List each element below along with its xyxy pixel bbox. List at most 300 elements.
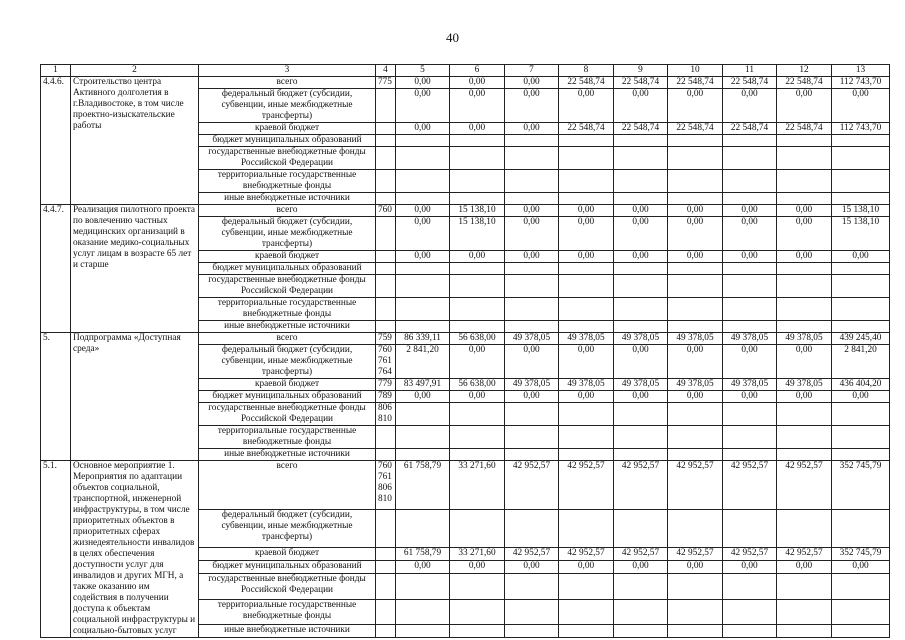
column-header: 8: [559, 65, 614, 77]
amount-cell: [505, 574, 559, 599]
total-cell: 112 743,70: [832, 123, 890, 135]
amount-cell: [723, 263, 777, 275]
funding-source: всего: [199, 333, 376, 345]
amount-cell: 0,00: [668, 251, 723, 263]
amount-cell: [668, 298, 723, 321]
amount-cell: [505, 170, 559, 193]
amount-cell: 0,00: [505, 89, 559, 123]
amount-cell: 0,00: [777, 251, 832, 263]
amount-cell: [450, 147, 505, 170]
amount-cell: 0,00: [614, 251, 668, 263]
budget-table: [40, 64, 890, 638]
amount-cell: 22 548,74: [668, 77, 723, 89]
total-cell: [832, 147, 890, 170]
total-cell: [832, 170, 890, 193]
amount-cell: [777, 147, 832, 170]
amount-cell: [614, 147, 668, 170]
funding-source: территориальные государственные внебюджетные фонды: [199, 170, 376, 193]
amount-cell: 0,00: [505, 391, 559, 403]
amount-cell: [559, 624, 614, 637]
amount-cell: 0,00: [450, 345, 505, 379]
amount-cell: [723, 170, 777, 193]
amount-cell: [450, 263, 505, 275]
budget-code: [376, 193, 396, 205]
amount-cell: 0,00: [777, 89, 832, 123]
funding-source: всего: [199, 77, 376, 89]
budget-code: 759: [376, 333, 396, 345]
funding-source: государственные внебюджетные фонды Российской Федерации: [199, 574, 376, 599]
amount-cell: 86 339,11: [396, 333, 450, 345]
amount-cell: [668, 147, 723, 170]
amount-cell: 0,00: [559, 391, 614, 403]
amount-cell: [614, 449, 668, 461]
amount-cell: [614, 403, 668, 426]
amount-cell: 42 952,57: [614, 547, 668, 560]
amount-cell: [723, 298, 777, 321]
amount-cell: 56 638,00: [450, 333, 505, 345]
amount-cell: 49 378,05: [614, 379, 668, 391]
total-cell: [832, 263, 890, 275]
column-header: 6: [450, 65, 505, 77]
amount-cell: 0,00: [777, 561, 832, 574]
amount-cell: [668, 193, 723, 205]
amount-cell: 0,00: [396, 391, 450, 403]
amount-cell: 0,00: [614, 345, 668, 379]
column-header: 7: [505, 65, 559, 77]
column-header: 1: [41, 65, 71, 77]
budget-code: [376, 89, 396, 123]
funding-source: иные внебюджетные источники: [199, 624, 376, 637]
amount-cell: [559, 403, 614, 426]
item-number: 5.1.: [41, 461, 71, 638]
amount-cell: 0,00: [777, 217, 832, 251]
amount-cell: [614, 170, 668, 193]
table-body: [41, 77, 890, 638]
amount-cell: [396, 193, 450, 205]
amount-cell: [505, 403, 559, 426]
budget-code: [376, 170, 396, 193]
amount-cell: 49 378,05: [723, 333, 777, 345]
amount-cell: [777, 449, 832, 461]
amount-cell: 15 138,10: [450, 205, 505, 217]
amount-cell: 22 548,74: [668, 123, 723, 135]
amount-cell: 0,00: [505, 123, 559, 135]
amount-cell: [614, 321, 668, 333]
total-cell: [832, 298, 890, 321]
amount-cell: [396, 135, 450, 147]
funding-source: краевой бюджет: [199, 251, 376, 263]
amount-cell: [723, 275, 777, 298]
funding-source: краевой бюджет: [199, 123, 376, 135]
column-header: 10: [668, 65, 723, 77]
amount-cell: [614, 599, 668, 624]
amount-cell: [777, 574, 832, 599]
amount-cell: 42 952,57: [559, 461, 614, 510]
amount-cell: [396, 263, 450, 275]
budget-code: [376, 217, 396, 251]
funding-source: иные внебюджетные источники: [199, 321, 376, 333]
amount-cell: [614, 624, 668, 637]
amount-cell: [450, 624, 505, 637]
amount-cell: 42 952,57: [723, 547, 777, 560]
amount-cell: [723, 449, 777, 461]
amount-cell: 22 548,74: [559, 123, 614, 135]
amount-cell: [396, 449, 450, 461]
amount-cell: 0,00: [668, 345, 723, 379]
budget-code: [376, 510, 396, 547]
amount-cell: [396, 298, 450, 321]
item-name: Строительство центра Активного долголетия в г.Владивостоке, в том числе проектно-изыскательские работы: [71, 77, 199, 205]
amount-cell: [396, 426, 450, 449]
amount-cell: [668, 624, 723, 637]
amount-cell: 0,00: [396, 217, 450, 251]
amount-cell: 0,00: [450, 89, 505, 123]
budget-code: [376, 123, 396, 135]
amount-cell: [723, 510, 777, 547]
amount-cell: 0,00: [396, 77, 450, 89]
total-cell: 0,00: [832, 251, 890, 263]
budget-code: [376, 251, 396, 263]
amount-cell: [450, 599, 505, 624]
amount-cell: [777, 624, 832, 637]
amount-cell: 0,00: [559, 205, 614, 217]
amount-cell: 0,00: [777, 391, 832, 403]
amount-cell: [396, 574, 450, 599]
amount-cell: 42 952,57: [723, 461, 777, 510]
total-cell: [832, 403, 890, 426]
amount-cell: [777, 321, 832, 333]
amount-cell: 0,00: [396, 123, 450, 135]
amount-cell: 0,00: [723, 205, 777, 217]
amount-cell: [668, 599, 723, 624]
amount-cell: 0,00: [614, 561, 668, 574]
amount-cell: [777, 599, 832, 624]
amount-cell: [559, 298, 614, 321]
amount-cell: 0,00: [450, 561, 505, 574]
funding-source: государственные внебюджетные фонды Российской Федерации: [199, 147, 376, 170]
amount-cell: [614, 135, 668, 147]
amount-cell: 0,00: [559, 217, 614, 251]
amount-cell: [723, 135, 777, 147]
amount-cell: [723, 321, 777, 333]
amount-cell: [777, 426, 832, 449]
amount-cell: 42 952,57: [668, 547, 723, 560]
amount-cell: 42 952,57: [777, 547, 832, 560]
amount-cell: 0,00: [668, 205, 723, 217]
amount-cell: 49 378,05: [777, 333, 832, 345]
amount-cell: 22 548,74: [777, 123, 832, 135]
amount-cell: 49 378,05: [723, 379, 777, 391]
amount-cell: 0,00: [396, 561, 450, 574]
item-name: Подпрограмма «Доступная среда»: [71, 333, 199, 461]
column-header: 2: [71, 65, 199, 77]
amount-cell: [723, 599, 777, 624]
amount-cell: [396, 403, 450, 426]
amount-cell: 0,00: [668, 217, 723, 251]
amount-cell: 49 378,05: [614, 333, 668, 345]
column-header: 9: [614, 65, 668, 77]
funding-source: бюджет муниципальных образований: [199, 135, 376, 147]
amount-cell: [450, 275, 505, 298]
amount-cell: 0,00: [505, 217, 559, 251]
total-cell: [832, 426, 890, 449]
total-cell: [832, 193, 890, 205]
amount-cell: 22 548,74: [723, 77, 777, 89]
column-header: 5: [396, 65, 450, 77]
amount-cell: 0,00: [777, 205, 832, 217]
amount-cell: 0,00: [614, 205, 668, 217]
amount-cell: [505, 321, 559, 333]
amount-cell: [505, 275, 559, 298]
amount-cell: [559, 599, 614, 624]
budget-code: 789: [376, 391, 396, 403]
amount-cell: 22 548,74: [614, 123, 668, 135]
budget-code: [376, 426, 396, 449]
amount-cell: 15 138,10: [450, 217, 505, 251]
funding-source: бюджет муниципальных образований: [199, 263, 376, 275]
funding-source: государственные внебюджетные фонды Российской Федерации: [199, 275, 376, 298]
amount-cell: [505, 599, 559, 624]
amount-cell: [505, 263, 559, 275]
amount-cell: 0,00: [614, 217, 668, 251]
funding-source: всего: [199, 461, 376, 510]
total-cell: [832, 574, 890, 599]
total-cell: [832, 599, 890, 624]
header-row: [41, 65, 890, 77]
total-cell: [832, 135, 890, 147]
amount-cell: [723, 574, 777, 599]
amount-cell: 49 378,05: [777, 379, 832, 391]
amount-cell: 49 378,05: [668, 333, 723, 345]
amount-cell: 0,00: [396, 89, 450, 123]
amount-cell: [668, 321, 723, 333]
amount-cell: 49 378,05: [559, 333, 614, 345]
total-cell: 112 743,70: [832, 77, 890, 89]
table-row: [41, 461, 890, 510]
amount-cell: 61 758,79: [396, 547, 450, 560]
amount-cell: [396, 321, 450, 333]
amount-cell: [614, 510, 668, 547]
column-header: 12: [777, 65, 832, 77]
amount-cell: [396, 275, 450, 298]
amount-cell: 42 952,57: [668, 461, 723, 510]
amount-cell: [777, 170, 832, 193]
amount-cell: [614, 298, 668, 321]
amount-cell: 0,00: [505, 205, 559, 217]
amount-cell: [559, 449, 614, 461]
funding-source: государственные внебюджетные фонды Российской Федерации: [199, 403, 376, 426]
amount-cell: 0,00: [450, 77, 505, 89]
budget-code: [376, 298, 396, 321]
funding-source: территориальные государственные внебюджетные фонды: [199, 599, 376, 624]
funding-source: иные внебюджетные источники: [199, 193, 376, 205]
table-row: [41, 205, 890, 217]
amount-cell: 0,00: [723, 89, 777, 123]
total-cell: 352 745,79: [832, 461, 890, 510]
total-cell: [832, 624, 890, 637]
total-cell: [832, 510, 890, 547]
amount-cell: [777, 135, 832, 147]
amount-cell: [450, 574, 505, 599]
amount-cell: [450, 193, 505, 205]
amount-cell: 0,00: [396, 251, 450, 263]
amount-cell: 0,00: [614, 89, 668, 123]
budget-code: [376, 624, 396, 637]
amount-cell: 0,00: [559, 89, 614, 123]
funding-source: краевой бюджет: [199, 379, 376, 391]
amount-cell: [777, 298, 832, 321]
funding-source: федеральный бюджет (субсидии, субвенции, иные межбюджетные трансферты): [199, 217, 376, 251]
amount-cell: 22 548,74: [723, 123, 777, 135]
funding-source: бюджет муниципальных образований: [199, 391, 376, 403]
budget-code: [376, 147, 396, 170]
amount-cell: [777, 193, 832, 205]
amount-cell: [559, 193, 614, 205]
amount-cell: [396, 170, 450, 193]
column-header: 4: [376, 65, 396, 77]
amount-cell: [614, 275, 668, 298]
amount-cell: [559, 321, 614, 333]
amount-cell: [668, 263, 723, 275]
amount-cell: [505, 449, 559, 461]
amount-cell: 0,00: [559, 251, 614, 263]
amount-cell: [723, 147, 777, 170]
budget-code: 775: [376, 77, 396, 89]
amount-cell: [450, 426, 505, 449]
amount-cell: 0,00: [559, 345, 614, 379]
amount-cell: [559, 510, 614, 547]
funding-source: территориальные государственные внебюджетные фонды: [199, 426, 376, 449]
total-cell: 2 841,20: [832, 345, 890, 379]
amount-cell: [723, 193, 777, 205]
amount-cell: [396, 624, 450, 637]
total-cell: 0,00: [832, 561, 890, 574]
amount-cell: 0,00: [396, 205, 450, 217]
funding-source: федеральный бюджет (субсидии, субвенции, иные межбюджетные трансферты): [199, 510, 376, 547]
amount-cell: [614, 193, 668, 205]
amount-cell: 0,00: [723, 561, 777, 574]
funding-source: федеральный бюджет (субсидии, субвенции, иные межбюджетные трансферты): [199, 345, 376, 379]
amount-cell: [505, 624, 559, 637]
budget-code: 760: [376, 205, 396, 217]
budget-code: [376, 449, 396, 461]
budget-code: 806 810: [376, 403, 396, 426]
amount-cell: [396, 599, 450, 624]
amount-cell: [505, 193, 559, 205]
amount-cell: 0,00: [723, 391, 777, 403]
funding-source: федеральный бюджет (субсидии, субвенции, иные межбюджетные трансферты): [199, 89, 376, 123]
amount-cell: 33 271,60: [450, 547, 505, 560]
item-name: Реализация пилотного проекта по вовлечению частных медицинских организаций в оказание медико-социальных услуг лицам в возрасте 65 лет и старше: [71, 205, 199, 333]
amount-cell: [668, 403, 723, 426]
total-cell: [832, 449, 890, 461]
amount-cell: 0,00: [505, 77, 559, 89]
table-row: [41, 333, 890, 345]
amount-cell: 56 638,00: [450, 379, 505, 391]
amount-cell: 42 952,57: [777, 461, 832, 510]
amount-cell: 0,00: [505, 345, 559, 379]
budget-code: [376, 561, 396, 574]
amount-cell: [668, 170, 723, 193]
amount-cell: 49 378,05: [505, 379, 559, 391]
budget-code: [376, 599, 396, 624]
amount-cell: [723, 426, 777, 449]
amount-cell: 0,00: [723, 217, 777, 251]
amount-cell: 0,00: [505, 251, 559, 263]
budget-code: [376, 135, 396, 147]
amount-cell: [450, 403, 505, 426]
budget-code: [376, 263, 396, 275]
column-header: 13: [832, 65, 890, 77]
budget-code: [376, 275, 396, 298]
total-cell: 0,00: [832, 89, 890, 123]
funding-source: краевой бюджет: [199, 547, 376, 560]
amount-cell: 0,00: [777, 345, 832, 379]
total-cell: 439 245,40: [832, 333, 890, 345]
amount-cell: [723, 624, 777, 637]
item-number: 4.4.6.: [41, 77, 71, 205]
total-cell: [832, 321, 890, 333]
amount-cell: 0,00: [450, 251, 505, 263]
amount-cell: [396, 510, 450, 547]
amount-cell: 0,00: [723, 251, 777, 263]
budget-code: [376, 547, 396, 560]
amount-cell: 0,00: [559, 561, 614, 574]
amount-cell: [668, 449, 723, 461]
amount-cell: [668, 135, 723, 147]
amount-cell: [396, 147, 450, 170]
total-cell: 15 138,10: [832, 205, 890, 217]
amount-cell: 22 548,74: [777, 77, 832, 89]
amount-cell: [614, 426, 668, 449]
amount-cell: 61 758,79: [396, 461, 450, 510]
amount-cell: [559, 263, 614, 275]
amount-cell: [559, 147, 614, 170]
amount-cell: [559, 574, 614, 599]
amount-cell: [668, 510, 723, 547]
amount-cell: 49 378,05: [668, 379, 723, 391]
amount-cell: 0,00: [668, 89, 723, 123]
column-header: 3: [199, 65, 376, 77]
budget-code: 760 761 806 810: [376, 461, 396, 510]
amount-cell: [450, 321, 505, 333]
table-row: [41, 77, 890, 89]
funding-source: бюджет муниципальных образований: [199, 561, 376, 574]
amount-cell: 0,00: [668, 561, 723, 574]
amount-cell: 33 271,60: [450, 461, 505, 510]
amount-cell: [777, 263, 832, 275]
amount-cell: [505, 147, 559, 170]
amount-cell: 83 497,91: [396, 379, 450, 391]
amount-cell: [668, 574, 723, 599]
amount-cell: [614, 574, 668, 599]
total-cell: 0,00: [832, 391, 890, 403]
amount-cell: [668, 275, 723, 298]
amount-cell: [777, 275, 832, 298]
amount-cell: 49 378,05: [559, 379, 614, 391]
amount-cell: [559, 170, 614, 193]
amount-cell: 42 952,57: [614, 461, 668, 510]
amount-cell: [505, 510, 559, 547]
budget-code: 760 761 764: [376, 345, 396, 379]
item-number: 4.4.7.: [41, 205, 71, 333]
total-cell: [832, 275, 890, 298]
funding-source: всего: [199, 205, 376, 217]
budget-code: [376, 321, 396, 333]
amount-cell: [559, 275, 614, 298]
amount-cell: [450, 298, 505, 321]
amount-cell: [450, 510, 505, 547]
